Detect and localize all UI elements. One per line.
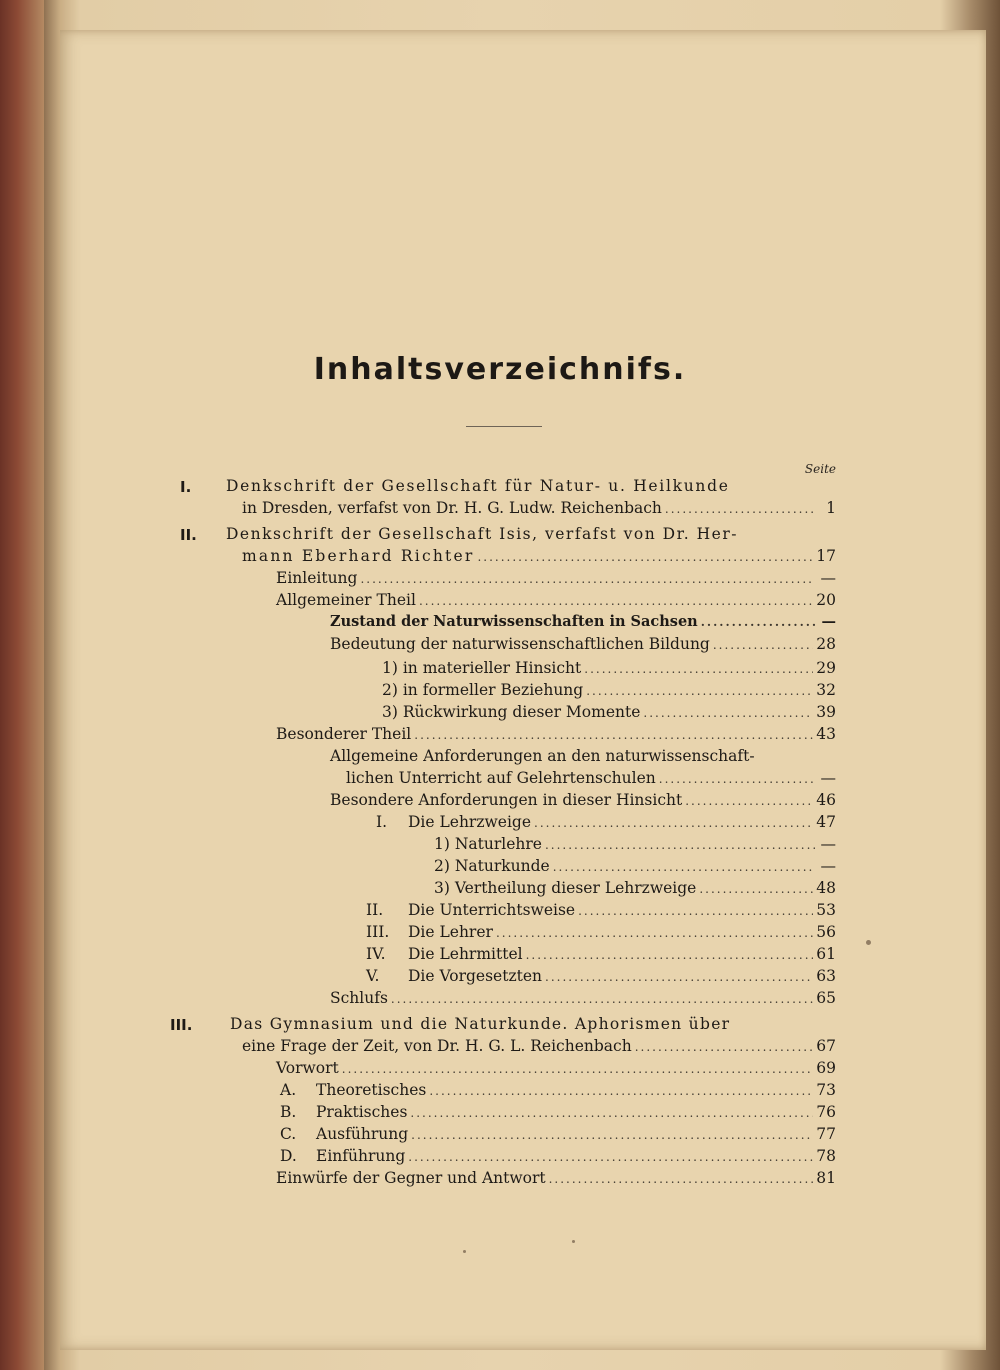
section-numeral: III. xyxy=(170,1016,193,1034)
leader-dots xyxy=(685,791,813,811)
entry-numeral: III. xyxy=(366,923,390,941)
leader-dots xyxy=(635,1037,814,1057)
page-number: — xyxy=(820,835,836,853)
seite-column-label: Seite xyxy=(804,462,836,476)
leader-dots xyxy=(342,1059,814,1079)
page-number: 77 xyxy=(816,1125,836,1143)
toc-entry xyxy=(280,1146,836,1168)
page-number: 28 xyxy=(816,635,836,653)
toc-entry xyxy=(276,568,836,590)
page-number: 46 xyxy=(816,791,836,809)
entry-label: Besondere Anforderungen in dieser Hinsicht xyxy=(330,791,683,809)
leader-dots xyxy=(699,879,813,899)
leader-dots xyxy=(549,1169,814,1189)
entry-label: Die Unterrichtsweise xyxy=(408,901,576,919)
toc-entry xyxy=(366,944,836,966)
entry-numeral: C. xyxy=(280,1125,297,1143)
section-heading-line xyxy=(230,1014,730,1034)
page-number: 78 xyxy=(816,1147,836,1165)
toc-entry xyxy=(376,812,836,834)
section-heading-line: Das Gymnasium und die Naturkunde. Aphorismen über xyxy=(230,1015,731,1033)
section-heading-line: in Dresden, verfafst von Dr. H. G. Ludw. Reichenbach xyxy=(242,499,662,517)
page-number: 67 xyxy=(816,1037,836,1055)
toc-entry xyxy=(366,900,836,922)
toc-entry xyxy=(276,590,836,612)
entry-numeral: A. xyxy=(280,1081,297,1099)
page-number: 69 xyxy=(816,1059,836,1077)
toc-entry xyxy=(434,856,836,878)
entry-label: Die Lehrmittel xyxy=(408,945,523,963)
page-number: 53 xyxy=(816,901,836,919)
leader-dots xyxy=(553,857,815,877)
page-number: 65 xyxy=(816,989,836,1007)
leader-dots xyxy=(410,1103,813,1123)
page-number: 29 xyxy=(816,659,836,677)
page-number: 32 xyxy=(816,681,836,699)
leader-dots xyxy=(477,547,813,567)
toc-entry xyxy=(366,966,836,988)
entry-label: Die Vorgesetzten xyxy=(408,967,542,985)
entry-label: Einführung xyxy=(316,1147,406,1165)
page-number: 73 xyxy=(816,1081,836,1099)
entry-numeral: II. xyxy=(366,901,384,919)
leader-dots xyxy=(496,923,813,943)
entry-label: Die Lehrer xyxy=(408,923,493,941)
entry-label: Ausführung xyxy=(316,1125,409,1143)
page-number: — xyxy=(821,613,836,630)
section-numeral: I. xyxy=(180,478,192,496)
leader-dots xyxy=(391,989,813,1009)
toc-entry xyxy=(434,834,836,856)
entry-numeral: I. xyxy=(376,813,388,831)
entry-label: Allgemeiner Theil xyxy=(276,591,416,609)
entry-numeral: D. xyxy=(280,1147,297,1165)
toc-entry xyxy=(382,702,836,724)
page-number: 61 xyxy=(816,945,836,963)
section-heading-entry xyxy=(242,1036,836,1058)
entry-label: 2) in formeller Beziehung xyxy=(382,681,584,699)
page-number: 17 xyxy=(816,547,836,565)
page-number: — xyxy=(820,769,836,787)
entry-numeral: B. xyxy=(280,1103,297,1121)
page-number: 76 xyxy=(816,1103,836,1121)
leader-dots xyxy=(643,703,813,723)
toc-entry xyxy=(276,724,836,746)
leader-dots xyxy=(429,1081,813,1101)
toc-entry xyxy=(280,1080,836,1102)
section-heading-line: Denkschrift der Gesellschaft für Natur- u. Heilkunde xyxy=(226,477,730,495)
page-number: 43 xyxy=(816,725,836,743)
section-heading-line: Denkschrift der Gesellschaft Isis, verfafst von Dr. Her- xyxy=(226,525,738,543)
entry-label: Die Lehrzweige xyxy=(408,813,532,831)
leader-dots xyxy=(526,945,814,965)
entry-numeral: IV. xyxy=(366,945,386,963)
toc-entry xyxy=(276,1058,836,1080)
entry-label: lichen Unterricht auf Gelehrtenschulen xyxy=(346,769,656,787)
toc-entry xyxy=(280,1102,836,1124)
section-heading-entry xyxy=(242,546,836,568)
entry-label: Vorwort xyxy=(276,1059,339,1077)
entry-label: 1) in materieller Hinsicht xyxy=(382,659,582,677)
section-heading-line: mann Eberhard Richter xyxy=(242,547,475,565)
leader-dots xyxy=(586,681,813,701)
entry-label: Theoretisches xyxy=(316,1081,427,1099)
entry-label: 3) Vertheilung dieser Lehrzweige xyxy=(434,879,697,897)
page-number: 81 xyxy=(816,1169,836,1187)
leader-dots xyxy=(578,901,813,921)
entry-label: Bedeutung der naturwissenschaftlichen Bildung xyxy=(330,635,710,653)
toc-entry xyxy=(382,658,836,680)
entry-numeral: V. xyxy=(366,967,380,985)
page-number: 47 xyxy=(816,813,836,831)
entry-label: Einwürfe der Gegner und Antwort xyxy=(276,1169,546,1187)
entry-label: Schlufs xyxy=(330,989,388,1007)
entry-label: 3) Rückwirkung dieser Momente xyxy=(382,703,641,721)
leader-dots xyxy=(534,813,813,833)
leader-dots xyxy=(713,635,813,655)
entry-label: 1) Naturlehre xyxy=(434,835,542,853)
toc-entry xyxy=(330,634,836,656)
leader-dots xyxy=(584,659,813,679)
entry-label: 2) Naturkunde xyxy=(434,857,550,875)
entry-label: Allgemeine Anforderungen an den naturwissenschaft- xyxy=(330,747,755,765)
toc-entry xyxy=(330,612,836,634)
leader-dots xyxy=(360,569,815,589)
section-numeral: II. xyxy=(180,526,197,544)
page-number: 20 xyxy=(816,591,836,609)
leader-dots xyxy=(545,967,813,987)
leader-dots xyxy=(665,499,815,519)
section-heading-line: eine Frage der Zeit, von Dr. H. G. L. Reichenbach xyxy=(242,1037,632,1055)
leader-dots xyxy=(659,769,815,789)
toc-entry xyxy=(434,878,836,900)
entry-label: Praktisches xyxy=(316,1103,408,1121)
toc-entry xyxy=(330,988,836,1010)
leader-dots xyxy=(411,1125,813,1145)
section-heading-entry xyxy=(242,498,836,520)
page-title: Inhaltsverzeichnifs. xyxy=(313,352,687,387)
leader-dots xyxy=(408,1147,813,1167)
page-number: — xyxy=(820,569,836,587)
entry-label: Besonderer Theil xyxy=(276,725,412,743)
toc-entry xyxy=(366,922,836,944)
leader-dots xyxy=(414,725,813,745)
page-number: 48 xyxy=(816,879,836,897)
toc-entry xyxy=(346,768,836,790)
leader-dots xyxy=(701,612,815,632)
entry-label: Zustand der Naturwissenschaften in Sachsen xyxy=(330,613,698,630)
entry-label: Einleitung xyxy=(276,569,358,587)
page-number: 56 xyxy=(816,923,836,941)
toc-entry xyxy=(382,680,836,702)
page-number: 39 xyxy=(816,703,836,721)
toc-entry xyxy=(280,1124,836,1146)
leader-dots xyxy=(545,835,815,855)
toc-entry xyxy=(330,790,836,812)
page-number: — xyxy=(820,857,836,875)
page-number: 63 xyxy=(816,967,836,985)
page-number: 1 xyxy=(826,499,836,517)
toc-entry xyxy=(276,1168,836,1190)
leader-dots xyxy=(419,591,813,611)
